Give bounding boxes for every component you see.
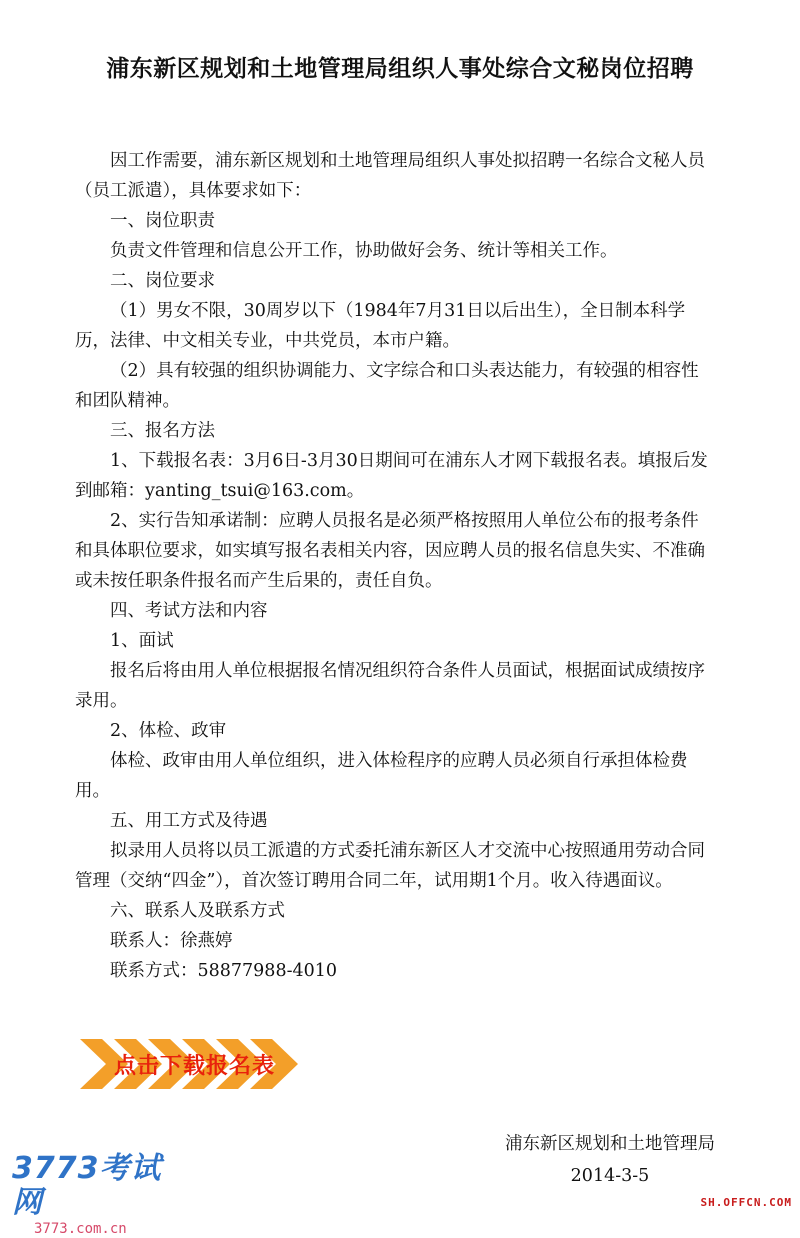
watermark-logo: 3773考试网 (12, 1151, 162, 1220)
signature-block (505, 1128, 715, 1192)
page-title: 浦东新区规划和土地管理局组织人事处综合文秘岗位招聘 (106, 56, 694, 82)
watermark-url: 3773.com.cn (34, 1221, 127, 1237)
intro-paragraph: 因工作需要，浦东新区规划和土地管理局组织人事处拟招聘一名综合文秘人员（员工派遣），具体要求如下： (75, 151, 705, 201)
signature-org: 浦东新区规划和土地管理局 (505, 1134, 715, 1154)
section5-heading: 五、用工方式及待遇 (110, 811, 268, 831)
section4-heading: 四、考试方法和内容 (110, 601, 268, 621)
section2-heading: 二、岗位要求 (110, 271, 215, 291)
section4-sub1-heading: 1、面试 (110, 631, 174, 651)
section3-item-2: 2、实行告知承诺制：应聘人员报名是必须严格按照用人单位公布的报考条件和具体职位要求，如实填写报名表相关内容，因应聘人员的报名信息失实、不准确或未按任职条件报名而产生后果的，责任自负。 (75, 511, 705, 591)
download-form-button[interactable] (80, 1035, 310, 1093)
download-form-label: 点击下载报名表 (114, 1054, 276, 1079)
watermark-offcn: SH.OFFCN.COM (700, 1196, 792, 1209)
section4-sub2-text: 体检、政审由用人单位组织，进入体检程序的应聘人员必须自行承担体检费用。 (75, 751, 688, 801)
section4-sub1-text: 报名后将由用人单位根据报名情况组织符合条件人员面试，根据面试成绩按序录用。 (75, 661, 705, 711)
section4-sub2-heading: 2、体检、政审 (110, 721, 227, 741)
section2-item-1: （1）男女不限，30周岁以下（1984年7月31日以后出生），全日制本科学历，法律、中文相关专业，中共党员，本市户籍。 (75, 301, 686, 351)
section2-item-2: （2）具有较强的组织协调能力、文字综合和口头表达能力，有较强的相容性和团队精神。 (75, 361, 699, 411)
section1-text: 负责文件管理和信息公开工作，协助做好会务、统计等相关工作。 (110, 241, 618, 261)
contact-phone: 联系方式：58877988-4010 (110, 961, 338, 981)
watermark-3773 (12, 1151, 182, 1237)
section3-item-1: 1、下载报名表：3月6日-3月30日期间可在浦东人才网下载报名表。填报后发到邮箱：yanting_tsui@163.com。 (75, 451, 708, 501)
section5-text: 拟录用人员将以员工派遣的方式委托浦东新区人才交流中心按照通用劳动合同管理（交纳“四金”），首次签订聘用合同二年，试用期1个月。收入待遇面议。 (75, 841, 705, 891)
signature-date: 2014-3-5 (570, 1166, 650, 1186)
section1-heading: 一、岗位职责 (110, 211, 215, 231)
section6-heading: 六、联系人及联系方式 (110, 901, 285, 921)
section3-heading: 三、报名方法 (110, 421, 215, 441)
document-body (75, 146, 715, 986)
contact-person: 联系人：徐燕婷 (110, 931, 233, 951)
